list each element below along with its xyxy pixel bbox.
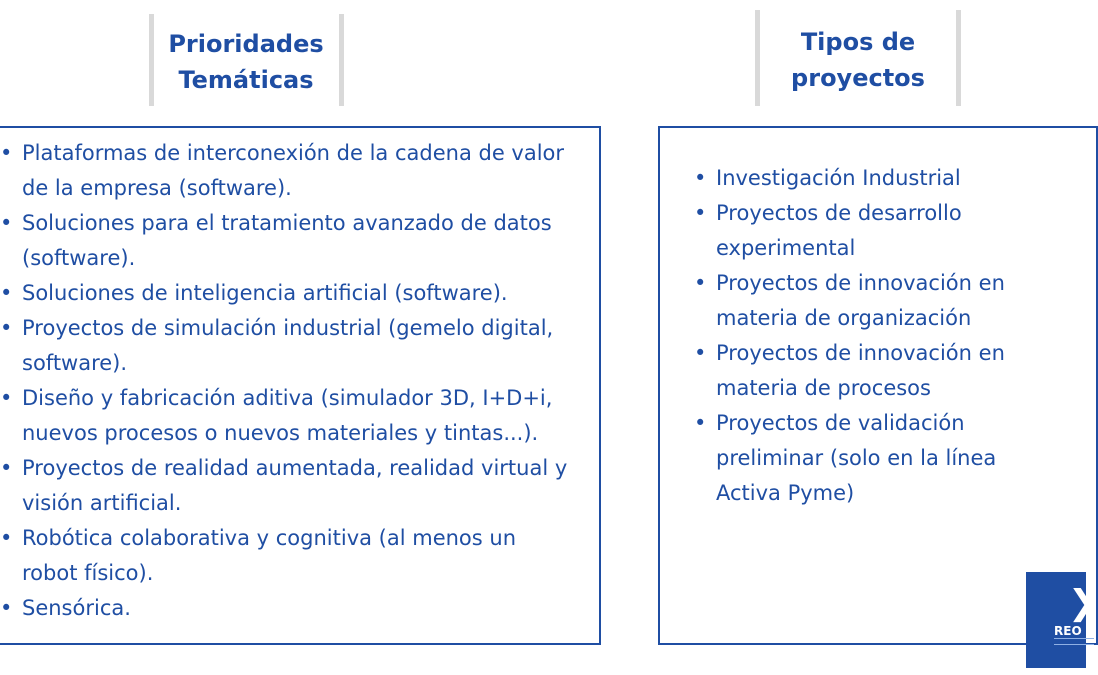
logo-chevron-icon: ❯ [1068,583,1097,623]
list-item: • Proyectos de desarrollo experimental [694,196,1034,266]
list-item: • Plataformas de interconexión de la cadena de valor de la empresa (software). [0,136,570,206]
priorities-box [0,126,601,645]
project-types-box [658,126,1098,645]
list-item: • Diseño y fabricación aditiva (simulador 3D, I+D+i, nuevos procesos o nuevos materiales y tintas...). [0,381,570,451]
logo-divider [1054,638,1094,639]
right-heading-bar-left [755,10,760,106]
list-item: • Proyectos de realidad aumentada, realidad virtual y visión artificial. [0,451,570,521]
logo-divider [1054,644,1094,645]
list-item: • Proyectos de innovación en materia de organización [694,266,1034,336]
right-heading-line1: Tipos de [800,28,916,56]
list-item: • Robótica colaborativa y cognitiva (al menos un robot físico). [0,521,570,591]
priorities-list [0,136,570,626]
right-heading-line2: proyectos [791,64,925,92]
right-heading-bar-right [956,10,961,106]
left-heading-bar-left [149,14,154,106]
left-heading-bar-right [339,14,344,106]
list-item: • Proyectos de simulación industrial (gemelo digital, software). [0,311,570,381]
project-types-list [694,161,1034,511]
association-logo [1026,572,1097,668]
left-heading [156,26,336,98]
logo-text: REO [1054,624,1082,638]
right-heading [763,24,953,96]
left-heading-line1: Prioridades [168,30,324,58]
list-item: • Investigación Industrial [694,161,1034,196]
left-heading-line2: Temáticas [178,66,314,94]
list-item: • Soluciones para el tratamiento avanzado de datos (software). [0,206,570,276]
list-item: • Proyectos de validación preliminar (solo en la línea Activa Pyme) [694,406,1034,511]
list-item: • Proyectos de innovación en materia de procesos [694,336,1034,406]
list-item: • Soluciones de inteligencia artificial (software). [0,276,570,311]
list-item: • Sensórica. [0,591,570,626]
